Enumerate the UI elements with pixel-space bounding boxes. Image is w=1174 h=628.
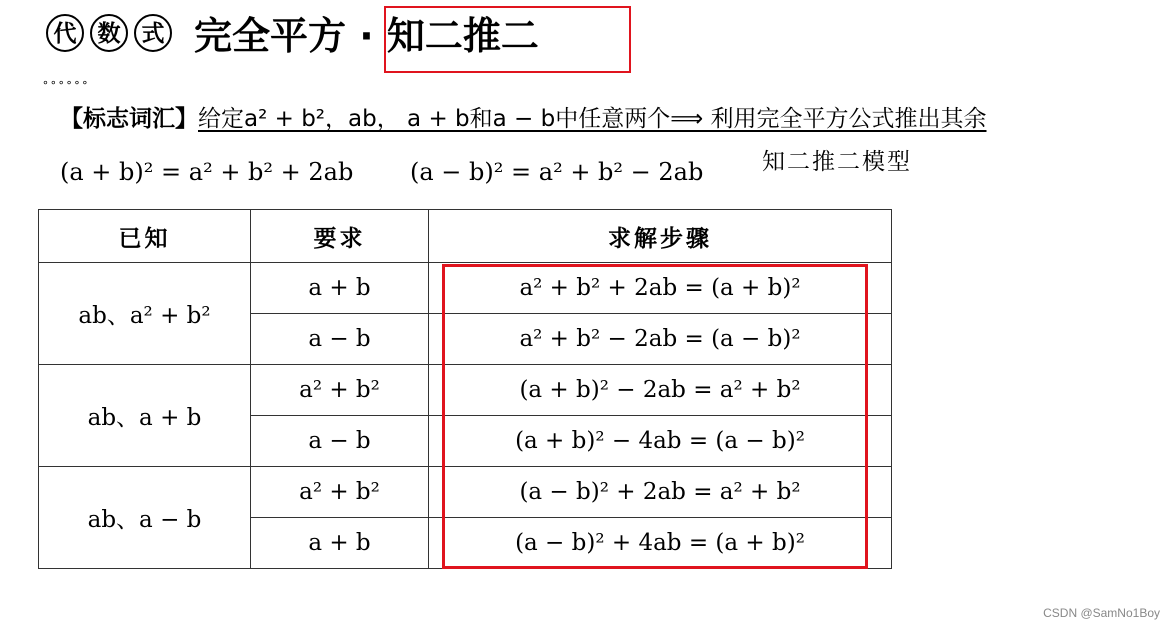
steps-highlight-box <box>442 264 868 569</box>
model-label: 知二推二模型 <box>762 149 912 175</box>
decorative-dots: ∘∘∘∘∘∘ <box>42 76 90 89</box>
header-target: 要求 <box>251 210 429 263</box>
target-cell: a − b <box>251 416 429 467</box>
target-cell: a + b <box>251 263 429 314</box>
header-steps: 求解步骤 <box>429 210 892 263</box>
step-cell: (a − b)² + 2ab = a² + b² <box>429 467 892 518</box>
step-cell: a² + b² − 2ab = (a − b)² <box>429 314 892 365</box>
step-cell: a² + b² + 2ab = (a + b)² <box>429 263 892 314</box>
target-cell: a² + b² <box>251 467 429 518</box>
badge-shu: 数 <box>90 14 128 52</box>
keywords-tag: 【标志词汇】 <box>60 106 198 132</box>
keywords-line <box>60 103 987 135</box>
badge-dai: 代 <box>46 14 84 52</box>
target-cell: a + b <box>251 518 429 569</box>
table-header-row <box>39 210 892 263</box>
title-highlight: 知二推二 <box>386 14 539 58</box>
watermark: CSDN @SamNo1Boy <box>1043 606 1160 620</box>
formula-sum-square: (a + b)² = a² + b² + 2ab <box>60 158 354 186</box>
known-cell: ab、a² + b² <box>39 263 251 365</box>
known-cell: ab、a − b <box>39 467 251 569</box>
step-cell: (a + b)² − 4ab = (a − b)² <box>429 416 892 467</box>
target-cell: a − b <box>251 314 429 365</box>
title-highlight-box <box>384 6 631 73</box>
header-known: 已知 <box>39 210 251 263</box>
step-cell: (a + b)² − 2ab = a² + b² <box>429 365 892 416</box>
step-cell: (a − b)² + 4ab = (a + b)² <box>429 518 892 569</box>
title-prefix: 完全平方 · <box>194 14 387 58</box>
formula-diff-square: (a − b)² = a² + b² − 2ab <box>410 158 704 186</box>
badge-shi: 式 <box>134 14 172 52</box>
known-cell: ab、a + b <box>39 365 251 467</box>
target-cell: a² + b² <box>251 365 429 416</box>
keywords-text: 给定a² + b²，ab， a + b和a − b中任意两个⟹ 利用完全平方公式推出其余 <box>198 106 987 132</box>
